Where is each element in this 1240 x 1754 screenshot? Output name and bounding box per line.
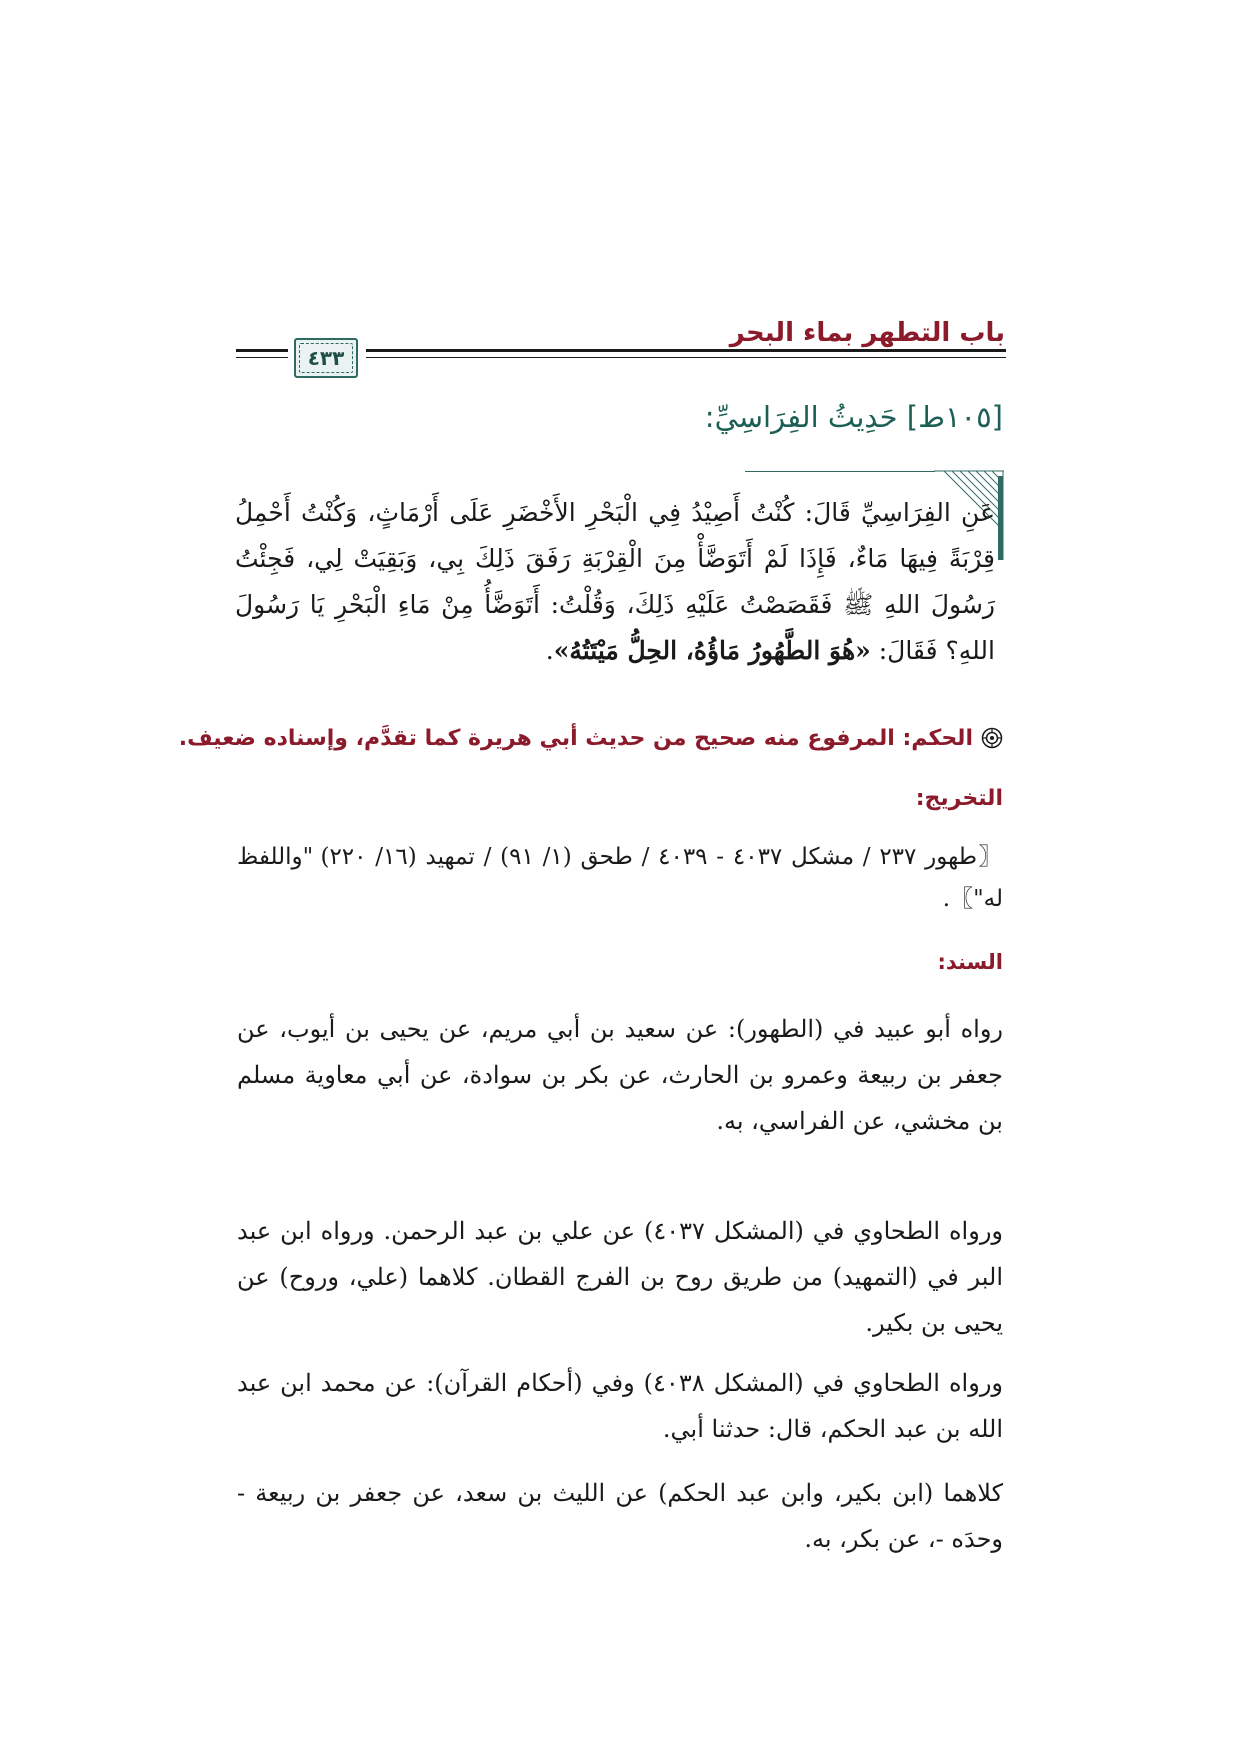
page-number: ٤٣٣ (307, 346, 345, 370)
header-rule-right (366, 349, 1006, 352)
matn-end: . (545, 636, 554, 665)
takhrij-label: التخريج: (915, 786, 1003, 811)
prophet-quote: «هُوَ الطَّهُورُ مَاؤُهُ، الحِلُّ مَيْتَتُهُ» (553, 636, 871, 665)
sanad-paragraph: ورواه الطحاوي في (المشكل ٤٠٣٧) عن علي بن عبد الرحمن. ورواه ابن عبد البر في (التمهيد) من طريق روح بن الفرج القطان. كلاهما (علي، وروح) عن يحيى بن بكير. (237, 1217, 1003, 1337)
hadith-number: [١٠٥ط] (906, 400, 1003, 434)
sanad-paragraph: كلاهما (ابن بكير، وابن عبد الحكم) عن الليث بن سعد، عن جعفر بن ربيعة - وحدَه -، عن بكر، به. (237, 1479, 1003, 1553)
sanad-paragraph: رواه أبو عبيد في (الطهور): عن سعيد بن أبي مريم، عن يحيى بن أيوب، عن جعفر بن ربيعة وعمرو بن الحارث، عن بكر بن سوادة، عن أبي معاوية مسلم بن مخشي، عن الفراسي، به. (237, 1015, 1003, 1135)
hadith-matn (235, 490, 995, 674)
header-rule-right-thin (366, 357, 1006, 358)
rosette-icon (981, 727, 1003, 749)
heading-underline (745, 471, 935, 472)
sanad-label: السند: (937, 950, 1003, 974)
ruling-text: المرفوع منه صحيح من حديث أبي هريرة كما تقدَّم، وإسناده ضعيف. (178, 726, 895, 751)
page-number-frame-icon (294, 338, 358, 378)
hadith-title: حَدِيثُ الفِرَاسِيِّ: (704, 400, 898, 434)
running-title: باب التطهر بماء البحر (729, 318, 1005, 348)
ruling-label: الحكم: (902, 726, 973, 751)
hadith-heading (705, 400, 1003, 434)
matn-text: عَنِ الفِرَاسِيِّ قَالَ: كُنْتُ أَصِيْدُ فِي الْبَحْرِ الأَخْضَرِ عَلَى أَرْمَاثٍ، وَكُنْتُ أَحْمِلُ قِرْبَةً فِيهَا مَاءٌ، فَإِذَا لَمْ أَتَوَضَّأْ مِنَ الْقِرْبَةِ رَفَقَ ذَلِكَ بِي، وَبَقِيَتْ لِي، فَجِئْتُ رَسُولَ اللهِ ﷺ فَقَصَصْتُ عَلَيْهِ ذَلِكَ، وَقُلْتُ: أَتَوَضَّأُ مِنْ مَاءِ الْبَحْرِ يَا رَسُولَ اللهِ؟ فَقَالَ: (235, 498, 995, 665)
header-rule-left-thin (236, 357, 288, 358)
header-rule-left (236, 349, 288, 352)
ruling-line (179, 726, 1003, 751)
takhrij-text: 〖طهور ٢٣٧ / مشكل ٤٠٣٧ - ٤٠٣٩ / طحق (١/ ٩١) / تمهيد (١٦/ ٢٢٠) "واللفظ له"〗. (237, 844, 1003, 912)
sanad-paragraph: ورواه الطحاوي في (المشكل ٤٠٣٨) وفي (أحكام القرآن): عن محمد ابن عبد الله بن عبد الحكم، قال: حدثنا أبي. (237, 1369, 1003, 1443)
